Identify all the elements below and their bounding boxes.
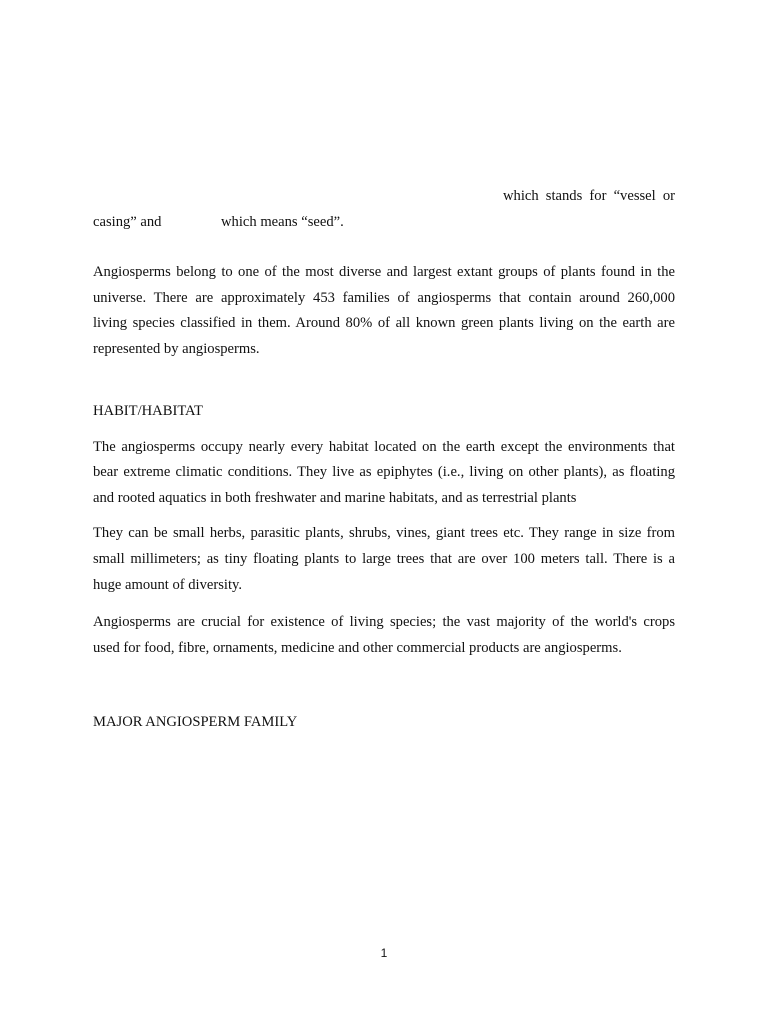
paragraph-line: living species classified in them. Around 80% of all known green plants living on the earth are: [93, 315, 675, 331]
section-heading-major-family: MAJOR ANGIOSPERM FAMILY: [93, 714, 298, 730]
paragraph-line: The angiosperms occupy nearly every habitat located on the earth except the environments that: [93, 439, 675, 455]
paragraph-line: Angiosperms are crucial for existence of living species; the vast majority of the world's crops: [93, 614, 675, 630]
paragraph-line: bear extreme climatic conditions. They live as epiphytes (i.e., living on other plants), as floating: [93, 464, 675, 480]
page-number: 1: [380, 946, 388, 960]
paragraph-line: huge amount of diversity.: [93, 577, 243, 593]
paragraph-line: and rooted aquatics in both freshwater and marine habitats, and as terrestrial plants: [93, 490, 577, 506]
paragraph-line: small millimeters; as tiny floating plants to large trees that are over 100 meters tall. There is a: [93, 551, 675, 567]
paragraph-line: Angiosperms belong to one of the most diverse and largest extant groups of plants found in the: [93, 264, 675, 280]
paragraph-line: universe. There are approximately 453 families of angiosperms that contain around 260,000: [93, 290, 675, 306]
intro-line-2-part-b: which means “seed”.: [221, 214, 344, 230]
section-heading-habit: HABIT/HABITAT: [93, 403, 203, 419]
paragraph-line: used for food, fibre, ornaments, medicine and other commercial products are angiosperms.: [93, 640, 622, 656]
paragraph-line: represented by angiosperms.: [93, 341, 260, 357]
paragraph-line: They can be small herbs, parasitic plants, shrubs, vines, giant trees etc. They range in size from: [93, 525, 675, 541]
intro-line-2-part-a: casing” and: [93, 214, 162, 230]
intro-line-1: which stands for “vessel or: [503, 188, 675, 204]
